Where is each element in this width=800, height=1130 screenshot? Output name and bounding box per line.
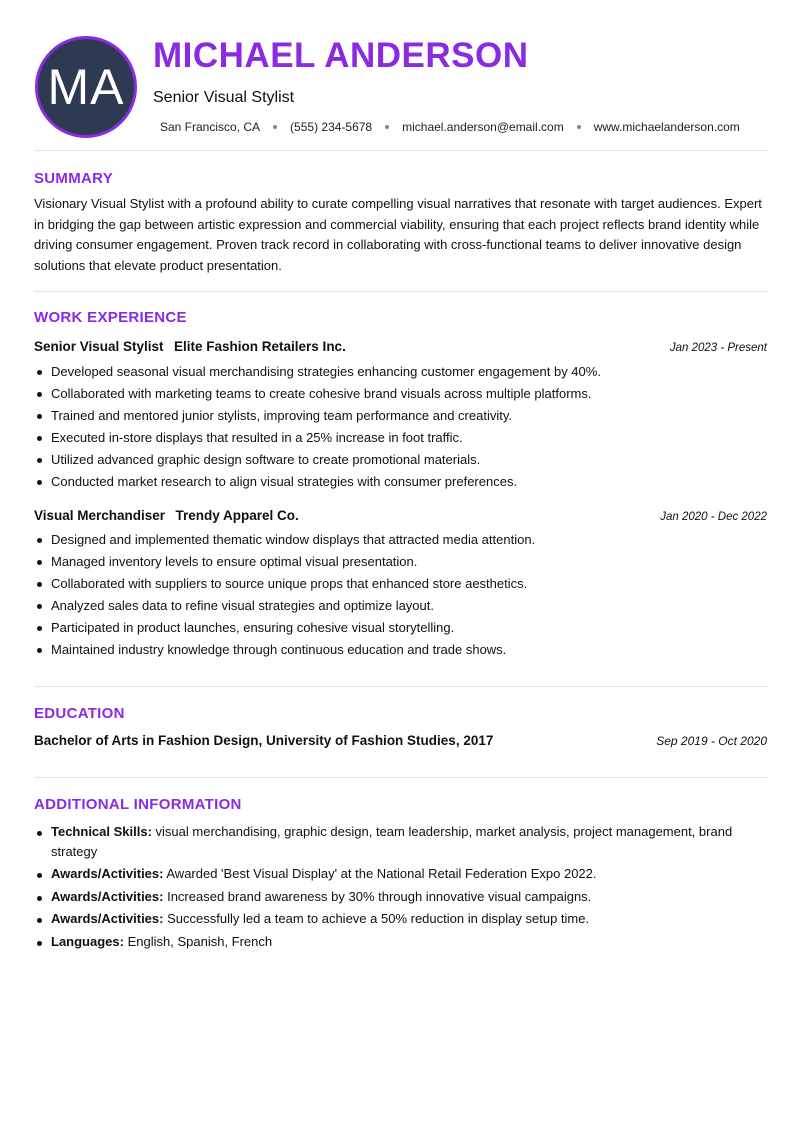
separator-dot [577,125,581,129]
job-bullets [34,529,767,661]
list-item: Collaborated with suppliers to source unique props that enhanced store aesthetics. [34,573,767,595]
divider [34,150,767,151]
list-item: Developed seasonal visual merchandising strategies enhancing customer engagement by 40%. [34,361,767,383]
list-item: Managed inventory levels to ensure optimal visual presentation. [34,551,767,573]
list-item [34,822,767,861]
item-text: Increased brand awareness by 30% through innovative visual campaigns. [167,888,592,904]
contact-phone: (555) 234-5678 [290,120,373,134]
divider [34,291,767,292]
candidate-name: MICHAEL ANDERSON [153,36,529,75]
contact-email[interactable]: michael.anderson@email.com [402,120,564,134]
separator-dot [385,125,389,129]
job-header [34,338,767,356]
item-label: Technical Skills: [51,824,152,839]
job-title-line [34,338,346,356]
job-role: Visual Merchandiser [34,508,166,523]
item-label: Awards/Activities: [51,888,164,904]
list-item [34,932,767,952]
job-title-line [34,507,299,525]
item-text: Awarded 'Best Visual Display' at the National Retail Federation Expo 2022. [166,866,597,881]
education-heading: EDUCATION [34,705,125,722]
divider [34,686,767,687]
item-label: Awards/Activities: [51,866,164,881]
list-item: Participated in product launches, ensuring cohesive visual storytelling. [34,617,767,639]
job-company: Trendy Apparel Co. [175,508,299,523]
list-item [34,909,767,929]
list-item [34,887,767,907]
contact-location: San Francisco, CA [160,120,261,134]
summary-text: Visionary Visual Stylist with a profound ability to curate compelling visual narratives that resonate with target audiences. Expert in bridging the gap between artistic expression and commercial viability, ensuring that each project reflects brand identity while driving consumer engagement. Proven track record in collaborating with cross-functional teams to deliver innovative design solutions that elevate product presentation. [34,196,762,273]
list-item: Utilized advanced graphic design software to create promotional materials. [34,449,767,471]
job-role: Senior Visual Stylist [34,339,164,354]
job-dates: Jan 2020 - Dec 2022 [660,511,767,523]
item-label: Awards/Activities: [51,911,164,926]
contact-website[interactable]: www.michaelanderson.com [593,120,740,134]
education-dates: Sep 2019 - Oct 2020 [656,734,767,748]
list-item: Maintained industry knowledge through continuous education and trade shows. [34,639,767,661]
item-text: Successfully led a team to achieve a 50% reduction in display setup time. [167,911,590,926]
list-item [34,864,767,884]
divider [34,777,767,778]
list-item: Trained and mentored junior stylists, improving team performance and creativity. [34,405,767,427]
candidate-title: Senior Visual Stylist [153,89,295,106]
job-header [34,507,767,525]
job-bullets [34,361,767,493]
education-entry [34,733,767,748]
list-item: Analyzed sales data to refine visual strategies and optimize layout. [34,595,767,617]
separator-dot [273,125,277,129]
additional-list [34,822,767,954]
list-item: Designed and implemented thematic window displays that attracted media attention. [34,529,767,551]
job-dates: Jan 2023 - Present [669,342,767,354]
avatar [35,36,137,138]
additional-heading: ADDITIONAL INFORMATION [34,796,242,813]
avatar-initials: MA [47,59,125,115]
education-degree: Bachelor of Arts in Fashion Design, University of Fashion Studies, 2017 [34,733,494,748]
list-item: Executed in-store displays that resulted in a 25% increase in foot traffic. [34,427,767,449]
contact-bar [160,120,740,134]
list-item: Conducted market research to align visual strategies with consumer preferences. [34,471,767,493]
job-company: Elite Fashion Retailers Inc. [174,339,346,354]
item-text: English, Spanish, French [127,933,273,949]
experience-heading: WORK EXPERIENCE [34,309,187,326]
item-label: Languages: [51,933,124,949]
summary-heading: SUMMARY [34,170,114,187]
item-text: visual merchandising, graphic design, team leadership, market analysis, project management, brand strategy [51,824,733,859]
list-item: Collaborated with marketing teams to create cohesive brand visuals across multiple platforms. [34,383,767,405]
